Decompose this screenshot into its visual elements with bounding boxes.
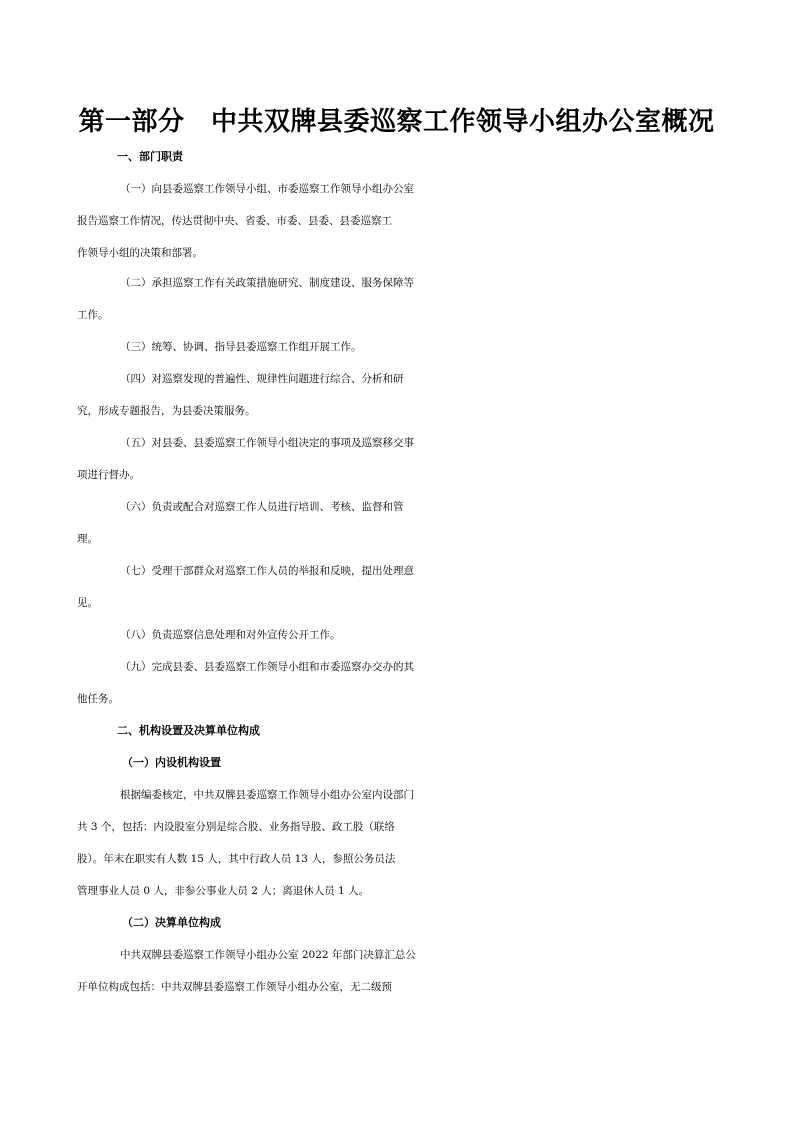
duty-2-line-2: 工作。: [77, 309, 109, 321]
duty-5-line-1: （五）对县委、县委巡察工作领导小组决定的事项及巡察移交事: [120, 437, 414, 449]
duty-3-line-1: （三）统筹、协调、指导县委巡察工作组开展工作。: [120, 341, 362, 353]
duty-4-line-1: （四）对巡察发现的普遍性、规律性问题进行综合、分析和研: [120, 373, 404, 385]
duty-6-line-1: （六）负责或配合对巡察工作人员进行培训、考核、监督和管: [120, 501, 404, 513]
structure-para-line-2: 共 3 个，包括：内设股室分别是综合股、业务指导股、政工股（联络: [77, 821, 395, 833]
duty-8-line-1: （八）负责巡察信息处理和对外宣传公开工作。: [120, 629, 341, 641]
subheading-accounting-units: （二）决算单位构成: [122, 916, 221, 929]
duty-1-line-1: （一）向县委巡察工作领导小组、市委巡察工作领导小组办公室: [120, 183, 414, 195]
duty-7-line-1: （七）受理干部群众对巡察工作人员的举报和反映，提出处理意: [120, 565, 414, 577]
page-title: 第一部分 中共双牌县委巡察工作领导小组办公室概况: [78, 107, 715, 137]
structure-para-line-1: 根据编委核定，中共双牌县委巡察工作领导小组办公室内设部门: [120, 789, 414, 801]
structure-para-line-4: 管理事业人员 0 人，非参公事业人员 2 人；离退休人员 1 人。: [77, 885, 370, 897]
duty-4-line-2: 究，形成专题报告，为县委决策服务。: [77, 405, 256, 417]
duty-5-line-2: 项进行督办。: [77, 469, 140, 481]
section-heading-duties: 一、部门职责: [117, 150, 183, 163]
section-heading-structure: 二、机构设置及决算单位构成: [117, 724, 260, 737]
units-para-line-1: 中共双牌县委巡察工作领导小组办公室 2022 年部门决算汇总公: [120, 949, 416, 961]
duty-6-line-2: 理。: [77, 533, 98, 545]
duty-1-line-2: 报告巡察工作情况，传达贯彻中央、省委、市委、县委、县委巡察工: [77, 215, 392, 227]
units-para-line-2: 开单位构成包括：中共双牌县委巡察工作领导小组办公室，无二级预: [77, 981, 392, 993]
duty-9-line-2: 他任务。: [77, 693, 119, 705]
duty-7-line-2: 见。: [77, 597, 98, 609]
structure-para-line-3: 股）。年末在职实有人数 15 人，其中行政人员 13 人，参照公务员法: [77, 853, 396, 865]
subheading-internal-structure: （一）内设机构设置: [122, 756, 221, 769]
duty-2-line-1: （二）承担巡察工作有关政策措施研究、制度建设、服务保障等: [120, 277, 414, 289]
duty-1-line-3: 作领导小组的决策和部署。: [77, 247, 203, 259]
duty-9-line-1: （九）完成县委、县委巡察工作领导小组和市委巡察办交办的其: [120, 661, 414, 673]
